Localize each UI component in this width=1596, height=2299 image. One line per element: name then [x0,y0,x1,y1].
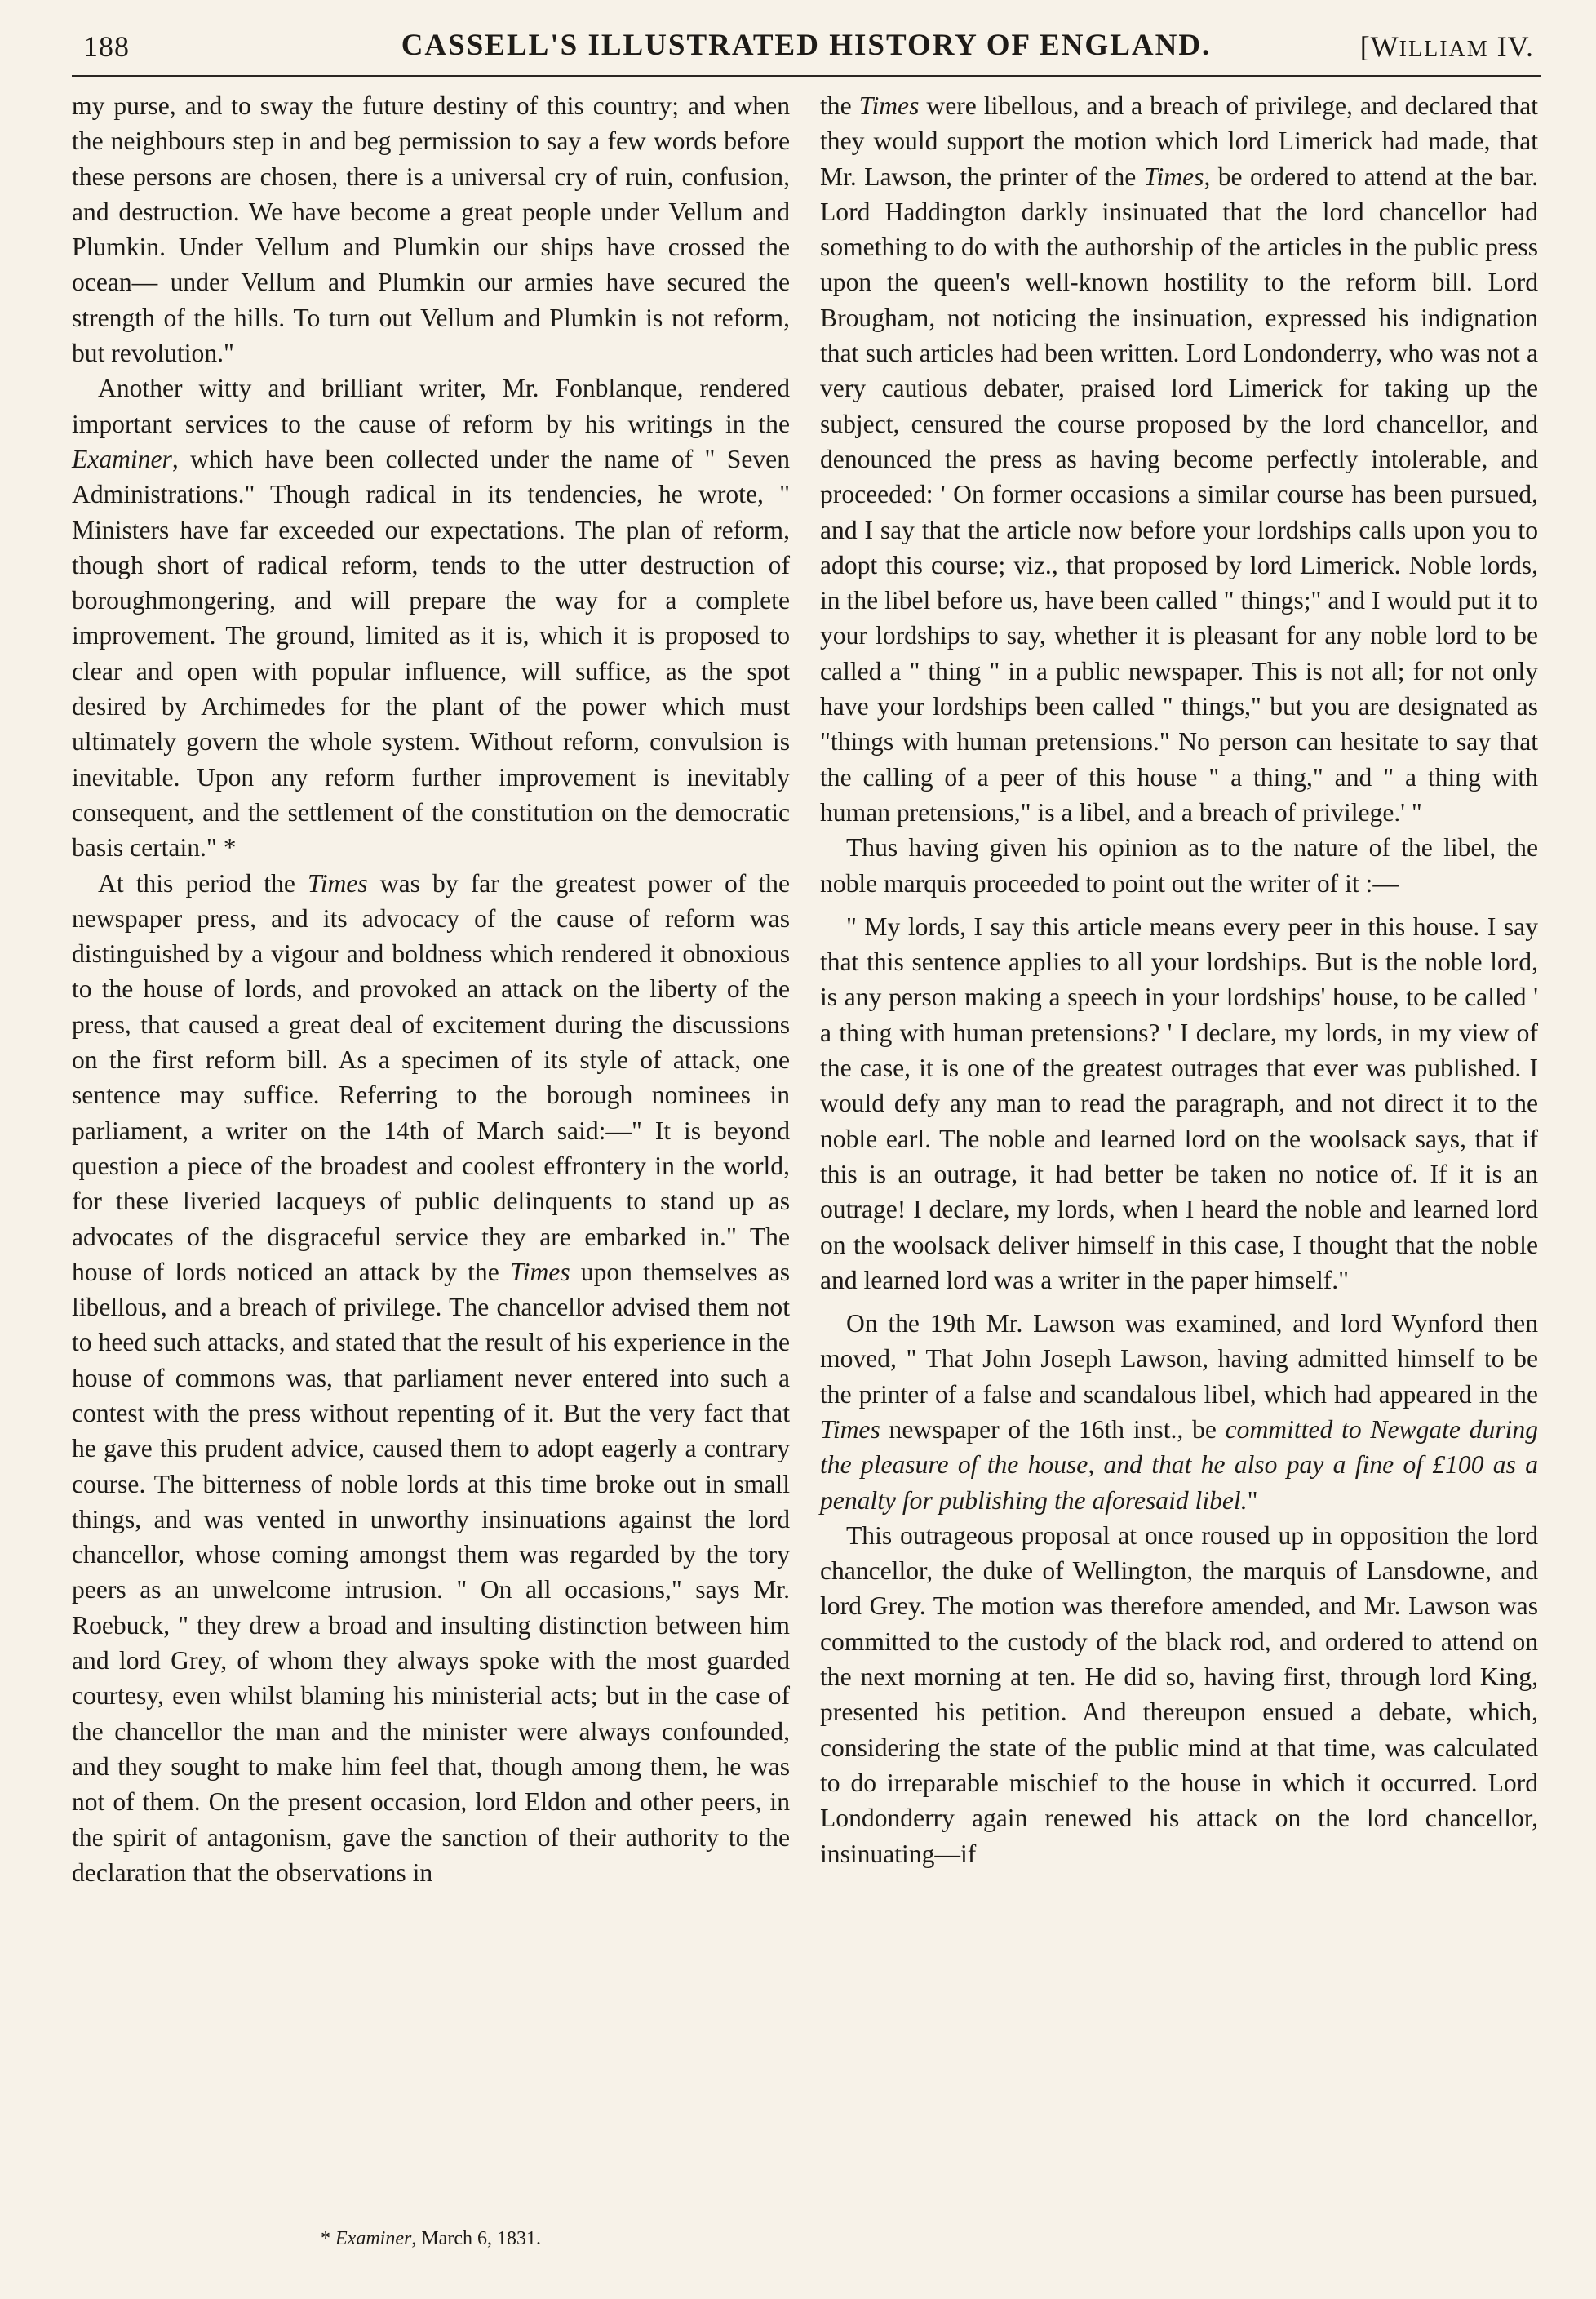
footnote-source: Examiner [335,2228,412,2249]
right-p4-text-b: newspaper of the 16th inst., be [880,1414,1226,1444]
left-column [72,88,790,1890]
footnote-star: * [321,2228,336,2249]
left-p2-italic: Examiner [72,444,172,473]
left-p3-italic-1: Times [307,868,368,898]
right-p1-text-a: the [820,91,859,120]
right-paragraph-3: " My lords, I say this article means every peer in this house. I say that this sentence applies to all your lordships. But is the noble lord, is any person making a speech in your lordships' house, to be called ' a thing with human pretensions? ' I declare, my lords, in my view of the case, it is one of the greatest outrages that ever was published. I would defy any man to read the paragraph, and not direct it to the noble earl. The noble and learned lord on the woolsack says, that if this is an outrage, it had better be taken no notice of. If it is an outrage! I declare, my lords, when I heard the noble and learned lord on the woolsack deliver himself in this case, I thought that the noble and learned lord was a writer in the paper himself." [820,912,1538,1294]
section-smallcaps: ILLIAM [1399,37,1489,62]
right-p4-italic-1: Times [820,1414,880,1444]
left-p2-text-b: , which have been collected under the name of " Seven Administrations." Though radical in its tendencies, he wrote, " Ministers have far exceeded our expectations. The plan of reform, though short of radical reform, tends to the utter destruction of boroughmongering, and will prepare the way for a complete improvement. The ground, limited as it is, which it is proposed to clear and open with popular influence, will suffice, as the spot desired by Archimedes for the plant of the power which must ultimately govern the whole system. Without reform, convulsion is inevitable. Upon any reform further improvement is inevitably consequent, and the settlement of the constitution on the democratic basis certain." * [72,444,790,863]
section-suffix: IV. [1488,30,1534,63]
left-p3-text-a: At this period the [98,868,308,898]
right-p1-italic-2: Times [1143,162,1204,191]
right-p4-text-a: On the 19th Mr. Lawson was examined, and lord Wynford then moved, " That John Joseph Lawson, having admitted himself to be the printer of a false and scandalous libel, which had appeared in the [820,1309,1538,1409]
page-header [72,23,1541,77]
page-number: 188 [83,30,130,63]
right-paragraph-1 [820,88,1538,830]
right-p1-text-b: were libellous, and a breach of privilege, and declared that they would support the motion which lord Limerick had made, that Mr. Lawson, the printer of the [820,91,1539,191]
left-p3-text-c: upon themselves as libellous, and a breach of privilege. The chancellor advised them not to heed such attacks, and stated that the result of his experience in the house of commons was, that parliament never entered into such a contest with the press without repenting of it. But the very fact that he gave this prudent advice, caused them to adopt eagerly a contrary course. The bitterness of noble lords at this time broke out in small things, and was vented in unworthy insinuations against the lord chancellor, whose coming amongst them was regarded by the tory peers as an unwelcome intrusion. " On all occasions," says Mr. Roebuck, " they drew a broad and insulting distinction between him and lord Grey, of whom they always spoke with the most guarded courtesy, even whilst blaming his ministerial acts; but in the case of the chancellor the man and the minister were always confounded, and they sought to make him feel that, though among them, he was not of them. On the present occasion, lord Eldon and other peers, in the spirit of antagonism, gave the sanction of their authority to the declaration that the observations in [72,1257,790,1887]
section-prefix: [W [1359,30,1399,63]
right-paragraph-4 [820,1306,1538,1518]
right-p1-italic-1: Times [858,91,920,120]
left-p3-text-b: was by far the greatest power of the newspaper press, and its advocacy of the cause of reform was distinguished by a vigour and boldness which rendered it obnoxious to the house of lords, and provoked an attack on the liberty of the press, that caused a great deal of excitement during the discussions on the first reform bill. As a specimen of its style of attack, one sentence may suffice. Referring to the borough nominees in parliament, a writer on the 14th of March said:—" It is beyond question a piece of the broadest and coolest effrontery in the world, for these liveried lacqueys of public delinquents to stand up as advocates of the disgraceful service they are embarked in." The house of lords noticed an attack by the [72,868,790,1286]
left-paragraph-3 [72,866,790,1891]
running-title: CASSELL'S ILLUSTRATED HISTORY OF ENGLAND. [401,29,1212,62]
section-mark [1360,29,1534,64]
left-paragraph-2 [72,371,790,865]
footnote-date: , March 6, 1831. [411,2228,541,2249]
right-paragraph-5: This outrageous proposal at once roused up in opposition the lord chancellor, the duke of Wellington, the marquis of Lansdowne, and lord Grey. The motion was therefore amended, and Mr. Lawson was committed to the custody of the black rod, and ordered to attend on the next morning at ten. He did so, having first, through lord King, presented his petition. And thereupon ensued a debate, which, considering the state of the public mind at that time, was calculated to do irreparable mischief to the house in which it occurred. Lord Londonderry again renewed his attack on the lord chancellor, insinuating—if [820,1520,1538,1868]
right-paragraph-2: Thus having given his opinion as to the nature of the libel, the noble marquis proceeded to point out the writer of it :— [820,833,1538,898]
left-p2-text-a: Another witty and brilliant writer, Mr. Fonblanque, rendered important services to the cause of reform by his writings in the [72,374,790,438]
right-p1-text-c: , be ordered to attend at the bar. Lord Haddington darkly insinuated that the lord chancellor had something to do with the authorship of the articles in the public press upon the queen's well-known hostility to the reform bill. Lord Brougham, not noticing the insinuation, expressed his indignation that such articles had been written. Lord Londonderry, who was not a very cautious debater, praised lord Limerick for taking up the subject, censured the course proposed by the lord chancellor, and denounced the press as having become perfectly intolerable, and proceeded: ' On former occasions a similar course has been pursued, and I say that the article now before your lordships calls upon you to adopt this course; viz., that proposed by lord Limerick. Noble lords, in the libel before us, have been called " things;" and I would put it to your lordships to say, whether it is pleasant for any noble lord to be called a " thing " in a public newspaper. This is not all; for not only have your lordships been called " things," but you are designated as "things with human pretensions." No person can hesitate to say that the calling of a peer of this house " a thing," and " a thing with human pretensions," is a libel, and a breach of privilege.' " [820,162,1538,827]
right-p4-italic-2: committed to Newgate during the pleasure of the house, and that he also pay a fine of £100 as a penalty for publishing the aforesaid libel. [820,1414,1538,1515]
right-column [820,88,1538,1871]
right-p4-text-c: " [1247,1485,1258,1515]
footnote [72,2228,790,2250]
left-paragraph-1: my purse, and to sway the future destiny of this country; and when the neighbours step in and beg permission to say a few words before these persons are chosen, there is a universal cry of ruin, confusion, and destruction. We have become a great people under Vellum and Plumkin. Under Vellum and Plumkin our ships have crossed the ocean— under Vellum and Plumkin our armies have secured the strength of the hills. To turn out Vellum and Plumkin is not reform, but revolution." [72,91,790,368]
left-p3-italic-2: Times [509,1257,570,1286]
